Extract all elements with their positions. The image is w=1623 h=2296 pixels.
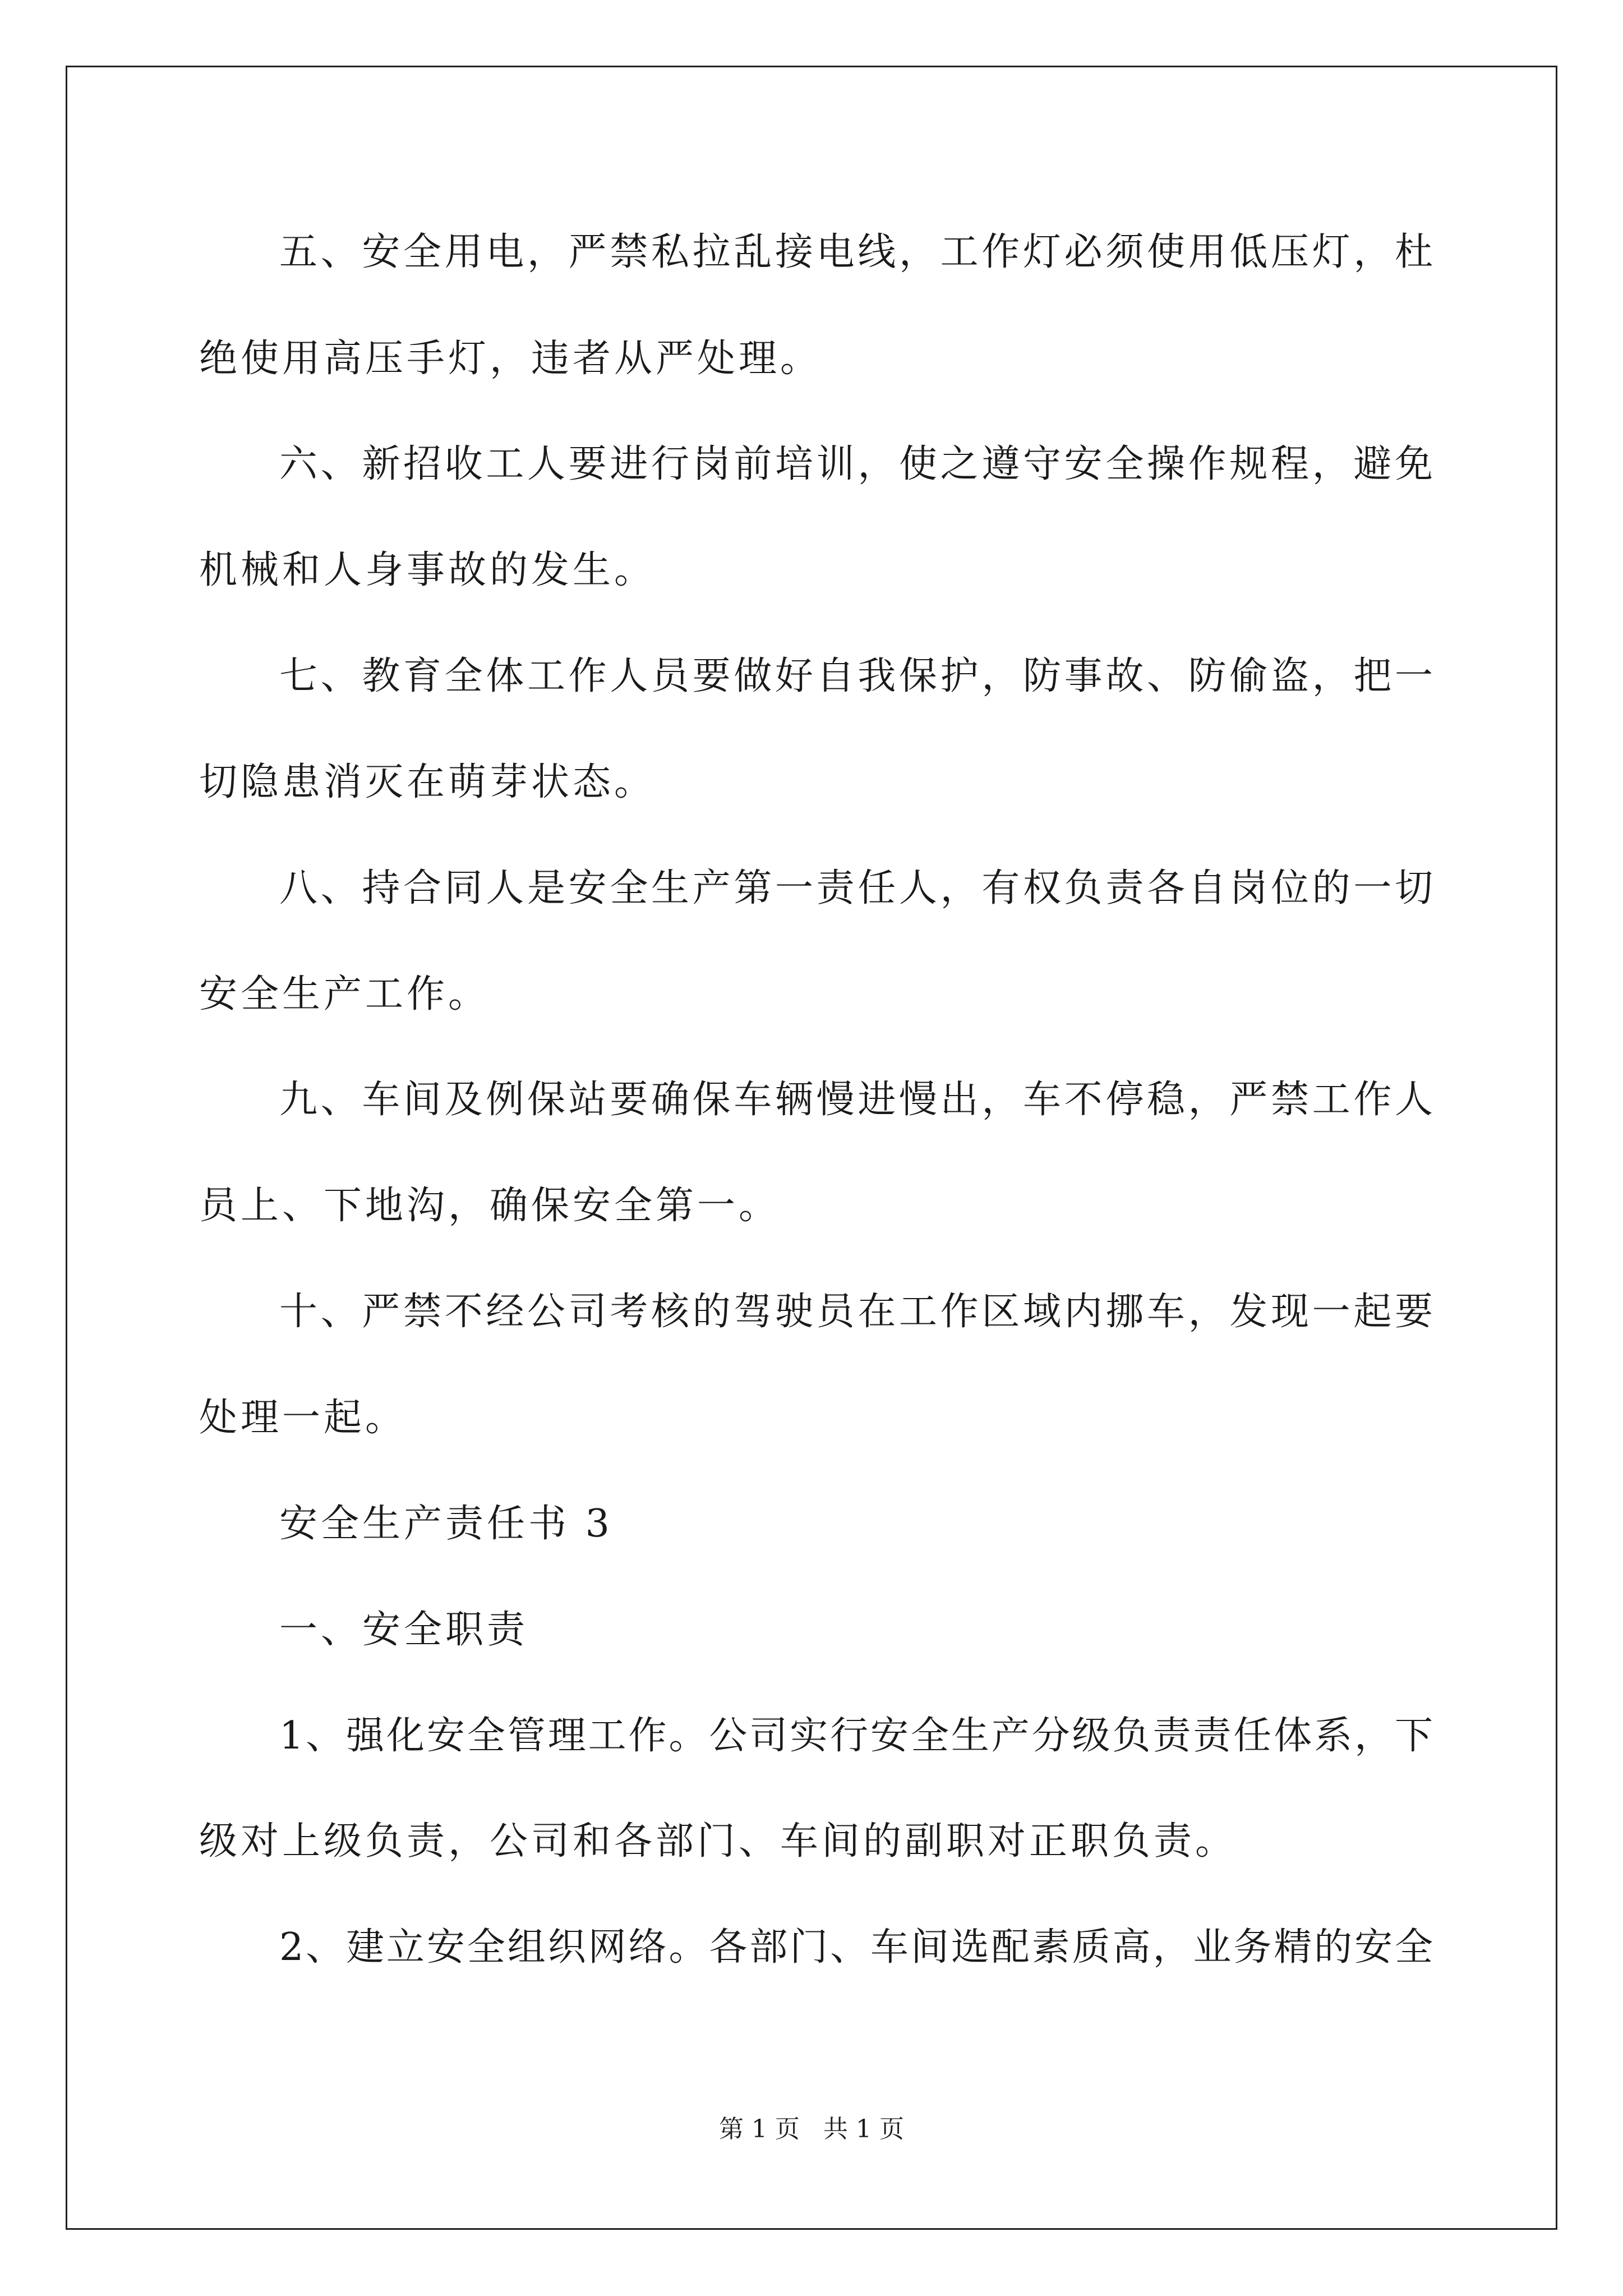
paragraph-7-line-1: 七、教育全体工作人员要做好自我保护，防事故、防偷盗，把一 [279, 654, 1433, 698]
paragraph-6-line-1: 六、新招收工人要进行岗前培训，使之遵守安全操作规程，避免 [279, 442, 1433, 486]
paragraph-5-line-1: 五、安全用电，严禁私拉乱接电线，工作灯必须使用低压灯，杜 [279, 230, 1433, 274]
paragraph-5-line-2: 绝使用高压手灯，违者从严处理。 [199, 337, 822, 381]
section-heading: 安全生产责任书 3 [279, 1502, 613, 1546]
page-footer: 第 1 页 共 1 页 [719, 2115, 904, 2143]
paragraph-8-line-2: 安全生产工作。 [199, 972, 490, 1016]
paragraph-7-line-2: 切隐患消灭在萌芽状态。 [199, 760, 656, 804]
paragraph-9-line-1: 九、车间及例保站要确保车辆慢进慢出，车不停稳，严禁工作人 [279, 1078, 1433, 1122]
paragraph-9-line-2: 员上、下地沟，确保安全第一。 [199, 1184, 781, 1228]
item-1-line-1: 1、强化安全管理工作。公司实行安全生产分级负责责任体系，下 [279, 1714, 1433, 1758]
paragraph-10-line-1: 十、严禁不经公司考核的驾驶员在工作区域内挪车，发现一起要 [279, 1290, 1433, 1334]
paragraph-10-line-2: 处理一起。 [199, 1396, 407, 1440]
item-1-line-2: 级对上级负责，公司和各部门、车间的副职对正职负责。 [199, 1819, 1237, 1864]
item-2-line-1: 2、建立安全组织网络。各部门、车间选配素质高，业务精的安全 [279, 1925, 1433, 1970]
paragraph-6-line-2: 机械和人身事故的发生。 [199, 548, 656, 592]
paragraph-8-line-1: 八、持合同人是安全生产第一责任人，有权负责各自岗位的一切 [279, 866, 1433, 910]
subsection-heading: 一、安全职责 [279, 1608, 529, 1652]
page-border [66, 66, 1557, 2230]
